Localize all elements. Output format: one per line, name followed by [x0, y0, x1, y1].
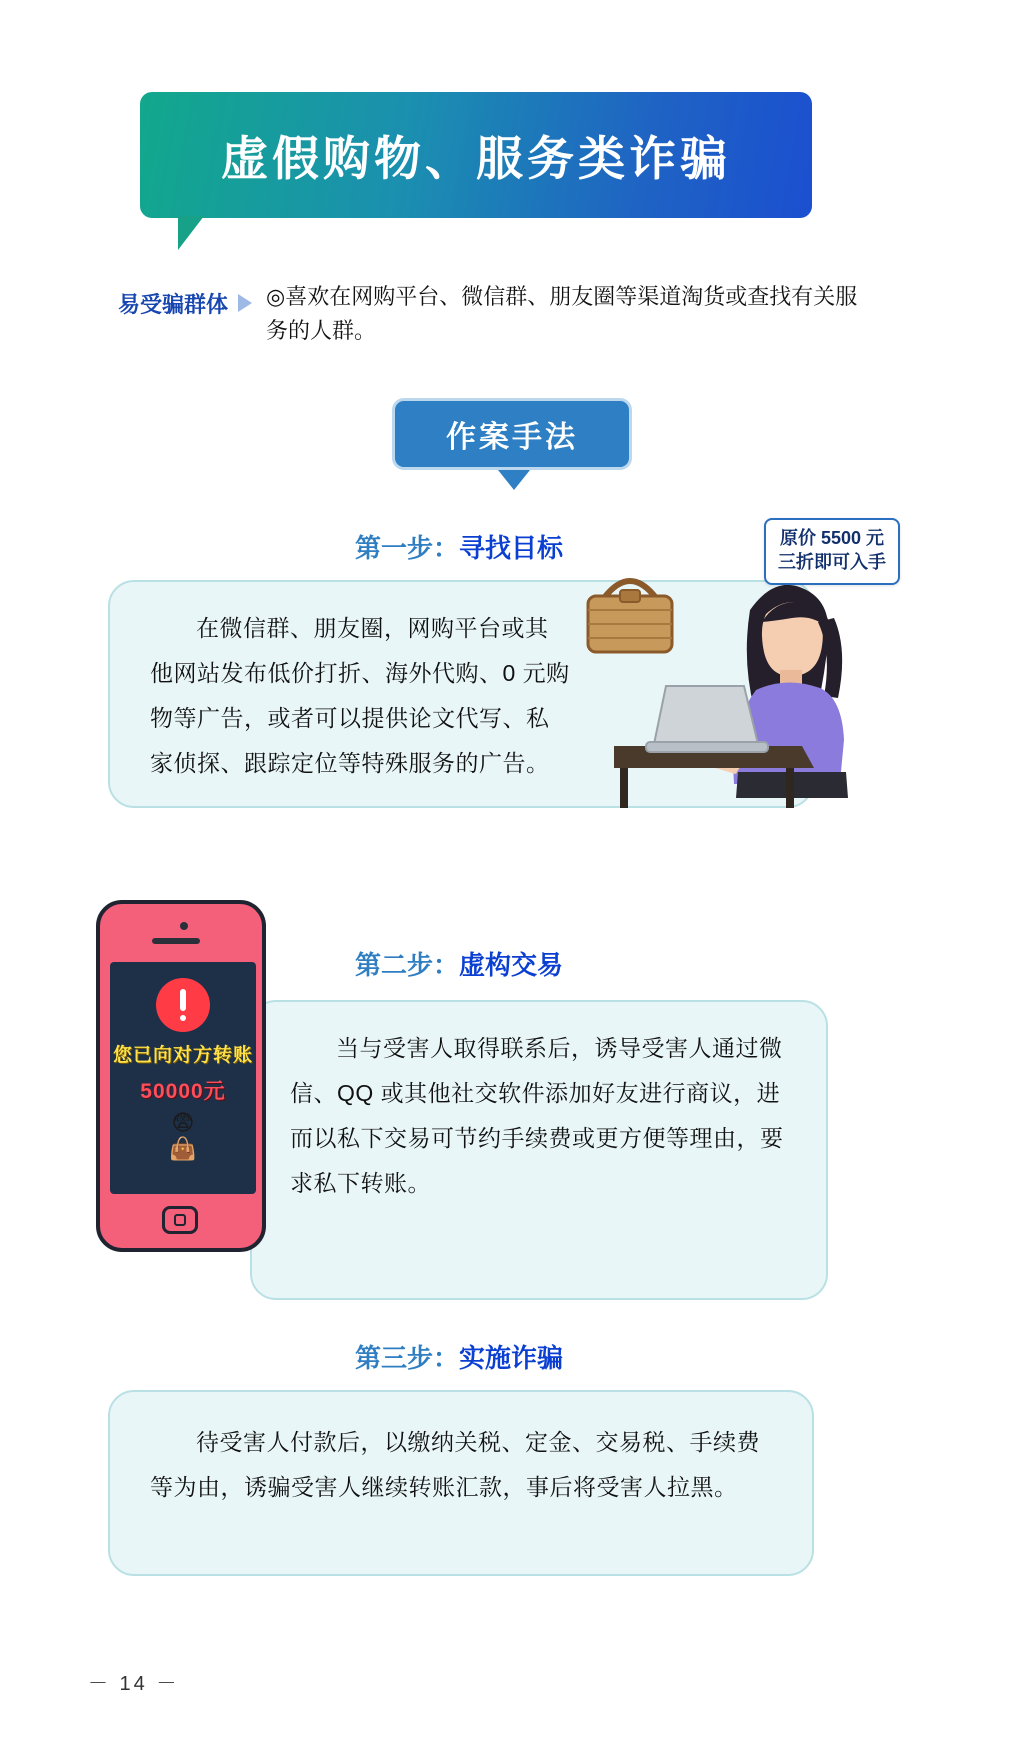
- step-2-heading: [355, 945, 563, 982]
- banner-tail-shape: [178, 216, 204, 250]
- victim-group-label: 易受骗群体: [118, 292, 229, 318]
- phone-speaker-icon: [152, 938, 200, 944]
- step-1-body-text: 在微信群、朋友圈，网购平台或其他网站发布低价打折、海外代购、0 元购物等广告，或者可以提供论文代写、私家侦探、跟踪定位等特殊服务的广告。: [150, 615, 570, 776]
- step-3-ordinal: 第三步：: [355, 1344, 460, 1374]
- victim-group-row: [118, 280, 918, 348]
- method-heading: [392, 398, 632, 470]
- step-3-name: 实施诈骗: [459, 1344, 564, 1374]
- shocked-face-emoji: 😨: [171, 1110, 195, 1135]
- step-3-body-text: 待受害人付款后，以缴纳关税、定金、交易税、手续费等为由，诱骗受害人继续转账汇款，事后将受害人拉黑。: [150, 1429, 760, 1500]
- phone-camera-icon: [180, 922, 188, 930]
- phone-screen: [110, 962, 256, 1194]
- step-2-name: 虚构交易: [459, 951, 564, 981]
- step-1-heading: [355, 528, 563, 565]
- method-pill-tail-shape: [498, 470, 530, 490]
- step-2-body-text: 当与受害人取得联系后，诱导受害人通过微信、QQ 或其他社交软件添加好友进行商议，进而以私下交易可节约手续费或更方便等理由，要求私下转账。: [290, 1035, 784, 1196]
- title-banner-fill: [140, 92, 812, 218]
- step-1-ordinal: 第一步：: [355, 534, 460, 564]
- page-number: － 14 －: [88, 1673, 180, 1695]
- phone-home-button: [162, 1206, 198, 1234]
- phone-illustration: [96, 900, 266, 1252]
- page-title-banner: [140, 92, 812, 218]
- step-2-ordinal: 第二步：: [355, 951, 460, 981]
- method-pill-fill: [392, 398, 632, 470]
- method-pill-label: 作案手法: [446, 420, 578, 455]
- price-callout-bubble: [764, 518, 900, 585]
- triangle-right-icon: [238, 294, 252, 312]
- handbag-icon: [588, 581, 672, 652]
- price-original-line: 原价 5500 元: [779, 528, 885, 548]
- price-discount-line: 三折即可入手: [778, 552, 886, 573]
- handbag-emoji: 👜: [169, 1136, 197, 1162]
- transfer-notice-text: 您已向对方转账: [112, 1045, 253, 1066]
- victim-group-text: ◎喜欢在网购平台、微信群、朋友圈等渠道淘货或查找有关服务的人群。: [266, 284, 858, 344]
- alert-exclamation-icon: [156, 978, 210, 1032]
- page-title: 虚假购物、服务类诈骗: [221, 131, 731, 187]
- woman-at-laptop-illustration: [580, 518, 910, 808]
- phone-emoji-group: [110, 1111, 256, 1161]
- transfer-amount-text: 50000元: [140, 1080, 226, 1103]
- step-3-heading: [355, 1338, 563, 1375]
- step-1-name: 寻找目标: [459, 534, 564, 564]
